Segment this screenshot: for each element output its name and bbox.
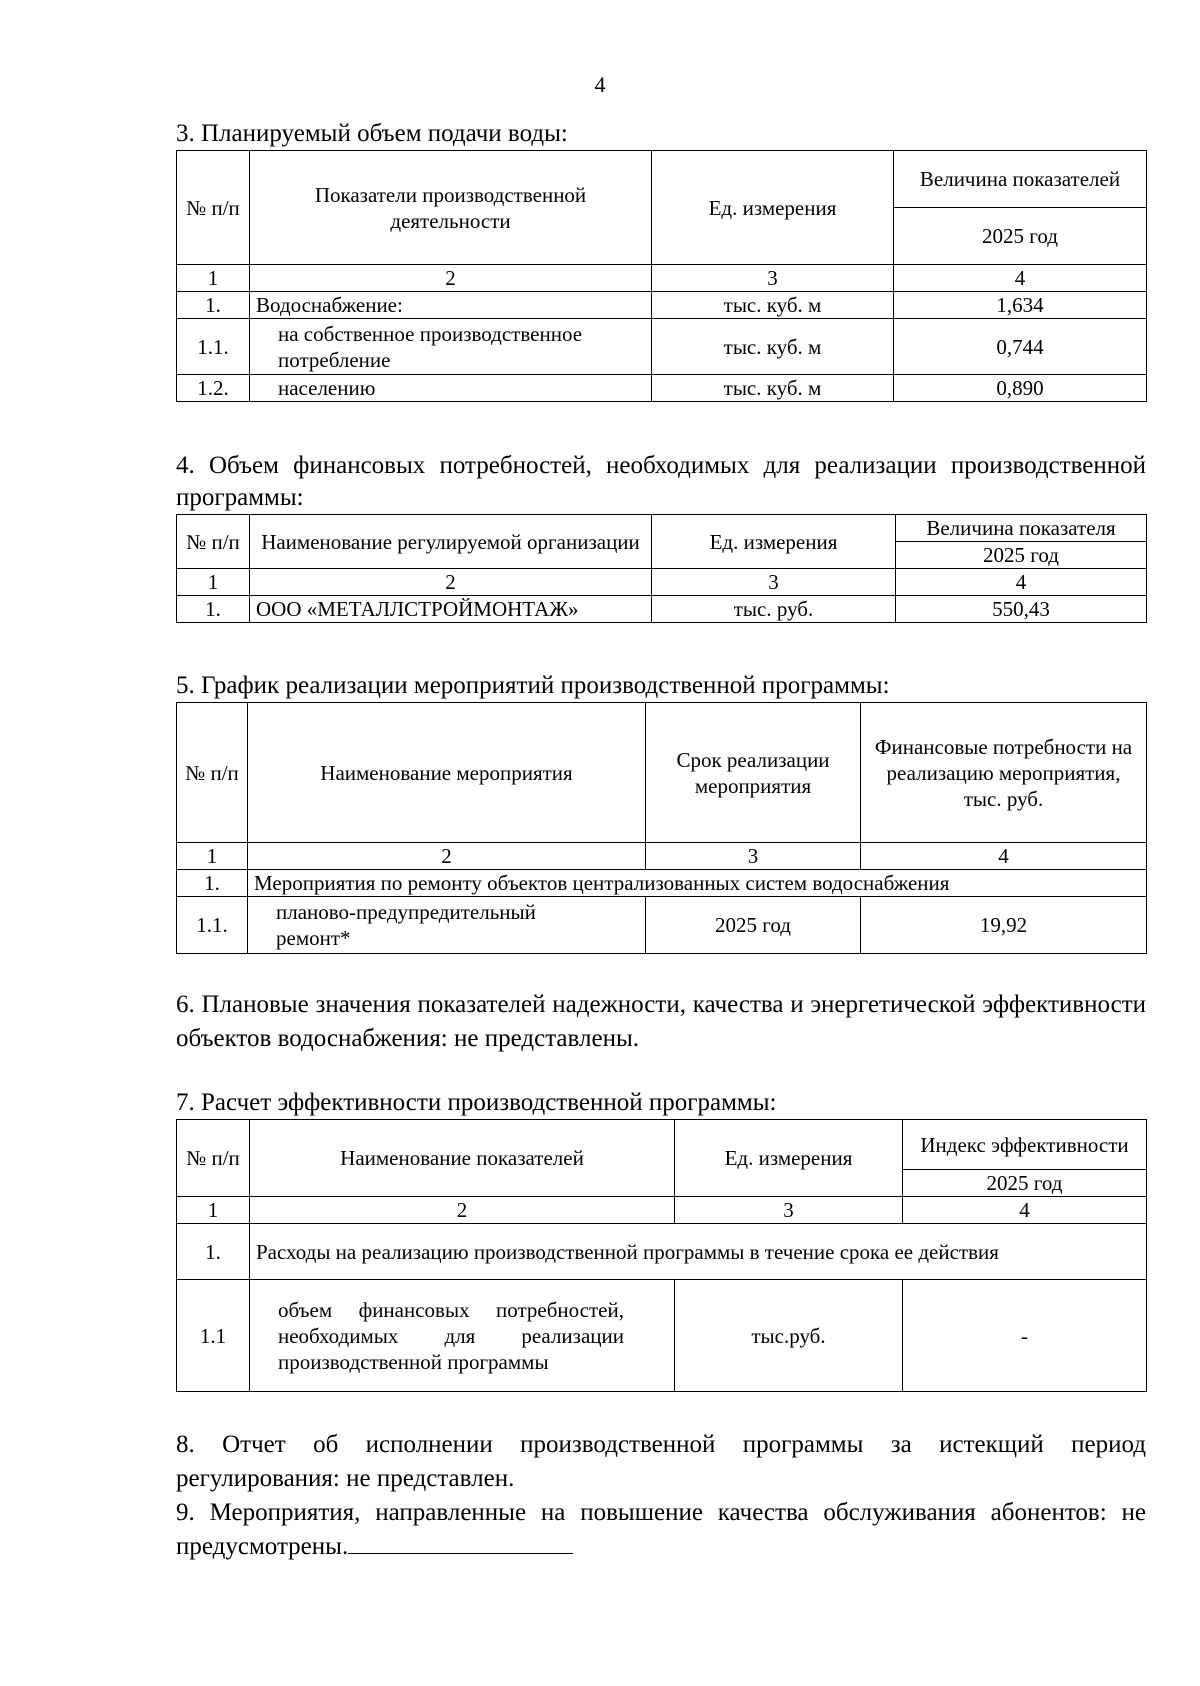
header-value: Величина показателя [896, 515, 1147, 542]
section-7 [176, 1087, 1146, 1392]
col-number: 4 [861, 843, 1147, 870]
col-number: 1 [177, 265, 250, 292]
row-unit: тыс. куб. м [652, 375, 894, 402]
col-number: 2 [250, 569, 652, 596]
header-year: 2025 год [896, 542, 1147, 569]
signature-line [348, 1531, 573, 1554]
section-6 [176, 988, 1146, 1056]
header-num: № п/п [177, 703, 248, 843]
header-name: Наименование показателей [250, 1120, 675, 1197]
section-5 [176, 670, 1146, 954]
col-number: 1 [177, 1197, 250, 1224]
section-3-title: 3. Планируемый объем подачи воды: [176, 120, 568, 147]
row-unit: тыс. руб. [652, 596, 896, 623]
section-9-text: 9. Мероприятия, направленные на повышение качества обслуживания абонентов: не предусмотрены. [176, 1499, 1146, 1560]
group-text: Мероприятия по ремонту объектов централизованных систем водоснабжения [248, 870, 1147, 897]
row-unit: тыс. куб. м [652, 292, 894, 319]
row-value: 0,744 [894, 319, 1147, 375]
col-number: 2 [248, 843, 646, 870]
row-num: 1.1 [177, 1280, 250, 1392]
row-name: ООО «МЕТАЛЛСТРОЙМОНТАЖ» [250, 596, 652, 623]
row-name: планово-предупредительный ремонт* [248, 897, 646, 954]
header-index: Индекс эффективности [903, 1120, 1147, 1170]
header-unit: Ед. измерения [675, 1120, 903, 1197]
col-number: 3 [652, 265, 894, 292]
group-row [177, 1224, 1147, 1280]
row-name: населению [250, 375, 652, 402]
row-num: 1. [177, 292, 250, 319]
table-row [177, 1280, 1147, 1392]
row-value: 550,43 [896, 596, 1147, 623]
row-name: на собственное производственное потребление [250, 319, 652, 375]
header-num: № п/п [177, 1120, 250, 1197]
section-8-text: 8. Отчет об исполнении производственной программы за истекщий период регулирования: не представлен. [176, 1431, 1146, 1492]
col-number: 2 [250, 1197, 675, 1224]
schedule-table [176, 702, 1147, 954]
section-7-title: 7. Расчет эффективности производственной программы: [176, 1089, 777, 1116]
water-supply-table [176, 150, 1147, 402]
row-value: 1,634 [894, 292, 1147, 319]
header-year: 2025 год [903, 1170, 1147, 1197]
table-row [177, 596, 1147, 623]
header-org: Наименование регулируемой организации [250, 515, 652, 569]
row-unit: тыс.руб. [675, 1280, 903, 1392]
row-num: 1.2. [177, 375, 250, 402]
section-6-text: 6. Плановые значения показателей надежности, качества и энергетической эффективности объектов водоснабжения: не представлены. [176, 991, 1146, 1052]
section-3 [176, 118, 1146, 402]
col-number: 3 [646, 843, 861, 870]
row-unit: тыс. куб. м [652, 319, 894, 375]
efficiency-table [176, 1119, 1147, 1392]
header-num: № п/п [177, 151, 250, 265]
col-number: 1 [177, 843, 248, 870]
col-number: 4 [894, 265, 1147, 292]
group-num: 1. [177, 870, 248, 897]
section-4-title: 4. Объем финансовых потребностей, необходимых для реализации производственной программы: [176, 452, 1146, 511]
group-num: 1. [177, 1224, 250, 1280]
section-9 [176, 1496, 1146, 1564]
section-4 [176, 450, 1146, 623]
header-term: Срок реализации мероприятия [646, 703, 861, 843]
header-name: Наименование мероприятия [248, 703, 646, 843]
table-row [177, 319, 1147, 375]
col-number: 4 [896, 569, 1147, 596]
section-8 [176, 1428, 1146, 1496]
col-number: 1 [177, 569, 250, 596]
page-number: 4 [594, 72, 606, 97]
row-value: - [903, 1280, 1147, 1392]
header-year: 2025 год [894, 208, 1147, 265]
header-indicator: Показатели производственной деятельности [250, 151, 652, 265]
col-number: 2 [250, 265, 652, 292]
row-num: 1.1. [177, 319, 250, 375]
row-term: 2025 год [646, 897, 861, 954]
table-row [177, 375, 1147, 402]
header-num: № п/п [177, 515, 250, 569]
row-num: 1.1. [177, 897, 248, 954]
row-name: Водоснабжение: [250, 292, 652, 319]
header-unit: Ед. измерения [652, 151, 894, 265]
col-number: 3 [652, 569, 896, 596]
header-unit: Ед. измерения [652, 515, 896, 569]
group-text: Расходы на реализацию производственной программы в течение срока ее действия [250, 1224, 1147, 1280]
row-value: 0,890 [894, 375, 1147, 402]
col-number: 4 [903, 1197, 1147, 1224]
header-finance: Финансовые потребности на реализацию мероприятия, тыс. руб. [861, 703, 1147, 843]
table-row [177, 897, 1147, 954]
group-row [177, 870, 1147, 897]
row-name: объем финансовых потребностей, необходимых для реализации производственной программы [250, 1280, 675, 1392]
table-row [177, 292, 1147, 319]
header-value: Величина показателей [894, 151, 1147, 208]
section-5-title: 5. График реализации мероприятий производственной программы: [176, 672, 890, 699]
row-num: 1. [177, 596, 250, 623]
financial-needs-table [176, 514, 1147, 623]
col-number: 3 [675, 1197, 903, 1224]
row-value: 19,92 [861, 897, 1147, 954]
